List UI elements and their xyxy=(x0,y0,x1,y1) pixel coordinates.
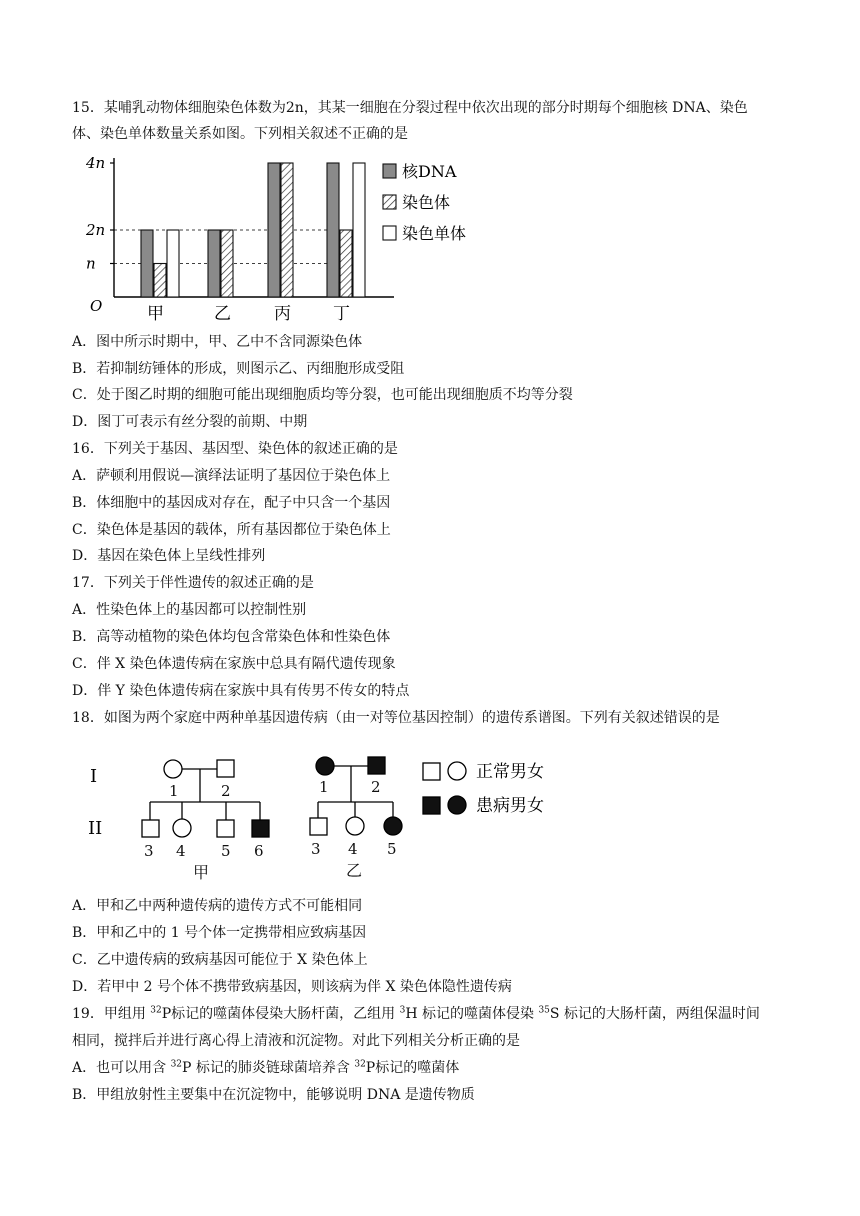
q19-stem-line1: 19．甲组用 $^{32}$P标记的噬菌体侵染大肠杆菌，乙组用 $^3$H 标记的噬菌体侵染 $^{35}$S 标记的大肠杆菌，两组保温时间 xyxy=(72,1005,760,1022)
jia-i2-male-normal xyxy=(217,760,234,777)
generation-2-label: II xyxy=(88,818,103,839)
q15-option-d: D．图丁可表示有丝分裂的前期、中期 xyxy=(72,414,308,430)
legend-label: 染色单体 xyxy=(402,224,467,243)
q17-option-c: C．伴 X 染色体遗传病在家族中总具有隔代遗传现象 xyxy=(72,656,396,672)
yi-ii3-male-normal xyxy=(310,818,327,835)
jia-label-2: 2 xyxy=(221,782,231,800)
yi-label-2: 2 xyxy=(371,778,381,796)
bar-染色体-丙 xyxy=(281,163,293,297)
jia-ii3-male-normal xyxy=(142,820,159,837)
category-label: 乙 xyxy=(214,304,231,324)
q18-stem: 18．如图为两个家庭中两种单基因遗传病（由一对等位基因控制）的遗传系谱图。下列有关叙述错误的是 xyxy=(72,710,720,726)
jia-label-6: 6 xyxy=(254,842,264,860)
legend-swatch xyxy=(383,164,396,178)
legend-label: 核DNA xyxy=(402,162,457,181)
q17-stem: 17．下列关于伴性遗传的叙述正确的是 xyxy=(72,575,314,591)
jia-label-1: 1 xyxy=(169,782,179,800)
yi-i2-male-affected xyxy=(368,757,385,774)
legend-normal-male-icon xyxy=(423,763,440,780)
yi-label-1: 1 xyxy=(319,778,329,796)
bar-染色体-甲 xyxy=(154,264,166,298)
family-jia xyxy=(142,760,269,837)
q17-option-a: A．性染色体上的基因都可以控制性别 xyxy=(72,602,307,618)
q19-option-b: B．甲组放射性主要集中在沉淀物中，能够说明 DNA 是遗传物质 xyxy=(72,1087,475,1103)
q18-option-a: A．甲和乙中两种遗传病的遗传方式不可能相同 xyxy=(72,898,363,914)
jia-label-5: 5 xyxy=(221,842,231,860)
q15-bar-chart xyxy=(84,150,494,325)
generation-1-label: I xyxy=(90,766,98,787)
legend-swatch xyxy=(383,226,396,240)
jia-ii5-male-normal xyxy=(217,820,234,837)
yi-ii4-female-normal xyxy=(346,817,364,835)
q16-stem: 16．下列关于基因、基因型、染色体的叙述正确的是 xyxy=(72,441,398,457)
q15-option-b: B．若抑制纺锤体的形成，则图示乙、丙细胞形成受阻 xyxy=(72,361,405,377)
q16-option-b: B．体细胞中的基因成对存在，配子中只含一个基因 xyxy=(72,495,391,511)
y-tick-label: O xyxy=(90,297,103,315)
legend-affected-text: 患病男女 xyxy=(476,796,544,816)
q18-option-c: C．乙中遗传病的致病基因可能位于 X 染色体上 xyxy=(72,952,368,968)
y-tick-label: 2n xyxy=(86,221,106,239)
yi-label-3: 3 xyxy=(311,840,321,858)
legend-normal-text: 正常男女 xyxy=(476,762,544,782)
bar-染色单体-丁 xyxy=(353,163,365,297)
bar-染色体-乙 xyxy=(221,230,233,297)
y-tick-label: n xyxy=(86,254,96,273)
q16-option-c: C．染色体是基因的载体，所有基因都位于染色体上 xyxy=(72,522,391,538)
legend-affected-male-icon xyxy=(423,797,440,814)
jia-ii6-male-affected xyxy=(252,820,269,837)
bar-核DNA-甲 xyxy=(141,230,153,297)
jia-label-4: 4 xyxy=(176,842,186,860)
bar-核DNA-丁 xyxy=(327,163,339,297)
q17-option-b: B．高等动植物的染色体均包含常染色体和性染色体 xyxy=(72,629,391,645)
q19-option-a: A．也可以用含 $^{32}$P 标记的肺炎链球菌培养含 $^{32}$P标记的噬菌体 xyxy=(72,1059,460,1076)
jia-family-label: 甲 xyxy=(193,863,210,882)
bar-核DNA-乙 xyxy=(208,230,220,297)
yi-label-4: 4 xyxy=(348,840,358,858)
legend-label: 染色体 xyxy=(402,193,451,212)
q18-option-d: D．若甲中 2 号个体不携带致病基因，则该病为伴 X 染色体隐性遗传病 xyxy=(72,979,512,995)
yi-ii5-female-affected xyxy=(384,817,402,835)
jia-ii4-female-normal xyxy=(173,819,191,837)
y-tick-label: 4n xyxy=(86,154,106,172)
category-label: 丁 xyxy=(333,304,350,324)
q19-stem-line2: 相同，搅拌后并进行离心得上清液和沉淀物。对此下列相关分析正确的是 xyxy=(72,1033,520,1049)
bar-染色体-丁 xyxy=(340,230,352,297)
q15-option-c: C．处于图乙时期的细胞可能出现细胞质均等分裂，也可能出现细胞质不均等分裂 xyxy=(72,387,573,403)
yi-label-5: 5 xyxy=(387,840,397,858)
legend-normal-female-icon xyxy=(448,762,466,780)
bar-染色单体-甲 xyxy=(167,230,179,297)
q15-option-a: A．图中所示时期中，甲、乙中不含同源染色体 xyxy=(72,334,363,350)
q16-option-a: A．萨顿利用假说—演绎法证明了基因位于染色体上 xyxy=(72,468,391,484)
category-label: 丙 xyxy=(274,304,291,324)
q15-stem-line2: 体、染色单体数量关系如图。下列相关叙述不正确的是 xyxy=(72,126,408,142)
q16-option-d: D．基因在染色体上呈线性排列 xyxy=(72,548,266,564)
q15-stem-line1: 15．某哺乳动物体细胞染色体数为2n，其某一细胞在分裂过程中依次出现的部分时期每个细胞核 DNA、染色 xyxy=(72,100,748,116)
q17-option-d: D．伴 Y 染色体遗传病在家族中具有传男不传女的特点 xyxy=(72,683,410,699)
jia-i1-female-normal xyxy=(164,760,182,778)
category-label: 甲 xyxy=(147,304,164,324)
q18-option-b: B．甲和乙中的 1 号个体一定携带相应致病基因 xyxy=(72,925,367,941)
bar-核DNA-丙 xyxy=(268,163,280,297)
yi-family-label: 乙 xyxy=(346,861,363,880)
legend-swatch xyxy=(383,195,396,209)
legend-affected-female-icon xyxy=(448,796,466,814)
bar-chart-svg xyxy=(84,150,494,325)
jia-label-3: 3 xyxy=(144,842,154,860)
yi-i1-female-affected xyxy=(316,757,334,775)
family-yi xyxy=(310,757,402,835)
q18-pedigree-figure xyxy=(80,746,600,886)
pedigree-svg xyxy=(80,746,600,886)
